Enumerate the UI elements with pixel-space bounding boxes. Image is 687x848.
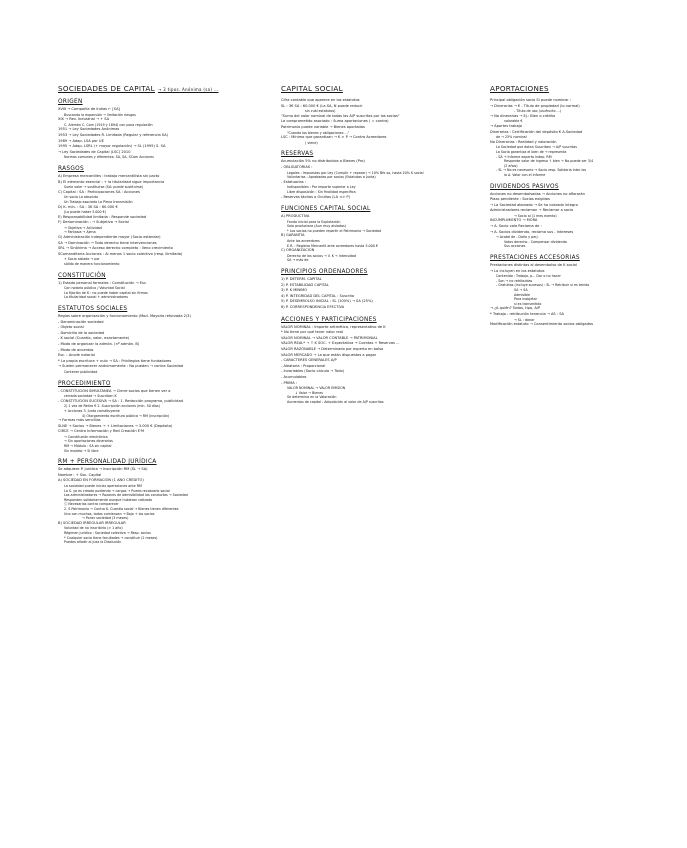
- note-line: → A. Socio vale Reclama de :: [490, 224, 542, 229]
- note-line: 6) P. CORRESPONDENCIA EFECTIVA: [281, 305, 345, 309]
- note-line: XVIII → Compañía de Indias ← [SA]: [58, 107, 120, 111]
- note-line: Solo productora (Aun muy aislados): [287, 224, 346, 229]
- note-line: La comprometido asociado : Suma aportaciones ( = contra): [281, 119, 389, 124]
- note-line: SL : 3€ SA : 60.000 € (La SA, N puede reducir: [281, 103, 363, 108]
- note-line: - OBLIGATORIAS :: [281, 164, 313, 169]
- note-line: Modificación estatuto → Consentimiento socios obligados: [490, 322, 593, 327]
- note-line: si es transmitido: [514, 301, 542, 306]
- section-prestaciones: [490, 263, 660, 328]
- section-heading-origen: ORIGEN: [58, 99, 83, 105]
- note-line: VALOR NOMINAL : Importe aritmético, representativo de K: [281, 324, 386, 329]
- note-line: - Domicilio de la sociedad: [58, 330, 105, 335]
- note-line: Acciones no desembolsadas → Acciones no aflorarán: [490, 191, 585, 196]
- note-line: - Son → no retribuidas: [496, 278, 533, 283]
- note-line: - CARACTERES GENERALES A/P: [281, 358, 337, 363]
- note-line: La Socia garantiza el bien de → representa: [496, 149, 567, 154]
- section-funciones: [281, 214, 467, 263]
- note-line: → No dinerarias → Ej.: Bien o crédito: [490, 113, 556, 118]
- note-line: Cifra contable que aparece en los estatutos: [281, 98, 360, 102]
- note-line: B) SOCIEDAD IRREGULAR IRREGULAR: [58, 520, 126, 525]
- note-line: Se determina en la Valoración: [287, 395, 337, 400]
- note-line: La S. ya es creada pudiendo → cargos → Puedo recobrarlo social: [64, 488, 170, 493]
- section-heading-rasgos: RASGOS: [58, 165, 84, 172]
- note-line: INCUMPLIMIENTO → MORA: [490, 218, 538, 223]
- column-right: [490, 84, 660, 328]
- section-estatutos: [58, 314, 283, 375]
- note-line: - CONSTITUCIÓN SIMULTÁNEA → Cierre socios que tienen ver a: [58, 388, 171, 393]
- note-line: SA → Dominación → Todo derecho tiene intervenciones: [58, 240, 157, 245]
- note-line: Prestaciones distintas al desembolso de K social: [490, 263, 577, 268]
- note-line: Plazo pendiente : Socios exigidos: [490, 197, 550, 202]
- section-heading-capital: CAPITAL SOCIAL: [281, 84, 343, 93]
- note-line: La titularidad social + administradores: [64, 295, 128, 300]
- section-principios: [281, 277, 467, 311]
- note-line: Ⓒ Necesarias contra comparecer: [64, 502, 119, 507]
- note-line: - Objeto social: [58, 325, 84, 330]
- note-line: Un Trabajo asociado La Plena transmisión: [64, 199, 133, 204]
- note-line: Un socio Lo absoluto: [64, 195, 99, 200]
- note-line: A) SOCIEDAD EN FORMACIÓN (1 AÑO CRÉDITO): [58, 478, 144, 483]
- note-line: Puedes añadir al juez la Disolución: [64, 540, 122, 545]
- note-line: C) ORGANIZACIÓN: [281, 248, 315, 253]
- column-middle: [281, 84, 467, 405]
- section-heading-dividendos: DIVIDENDOS PASIVOS: [490, 183, 559, 190]
- note-line: - Denominación sociedad: [58, 319, 104, 324]
- note-line: Voluntad de no inscribirla (> 1 año): [64, 526, 123, 531]
- section-origen: [58, 107, 283, 160]
- note-line: → Sin aportaciones dinerarias: [64, 439, 113, 444]
- note-line: → Acabó de - Daño y perj.: [496, 235, 539, 240]
- note-line: - CONSTITUCIÓN SUCESIVA → SA : 1. Redacción programa, publicidad: [58, 398, 183, 403]
- note-line: Normas comunes y diferentes: SA, SA, SCom Acciones: [64, 155, 154, 160]
- note-line: E.R. : Registro Mercantil ante acreedores hasta 3.000 €: [287, 243, 378, 248]
- note-line: A) PRODUCTIVA: [281, 214, 310, 219]
- note-line: A) Empresa mercantiles : trabajo mercantilista sin pacto: [58, 173, 160, 178]
- note-line: → Constitución electrónica: [64, 434, 108, 439]
- note-line: SLNE → Socios → Bienes → + Limitaciones → 3.000 € (Depósito): [58, 423, 173, 428]
- note-line: Dinerarias : Certificación del depósito € A.Sociedad: [490, 129, 583, 134]
- note-line: 2. S Patrimonio → Contra K. Cuantía social → Bienes tienen diferentes: [64, 507, 179, 511]
- note-line: Suele valer → sustituirse (SA: puede sustituirse): [64, 185, 144, 190]
- section-heading-principios: PRINCIPIOS ORDENADORES: [281, 269, 368, 276]
- note-line: Sin modelo → Si libre: [64, 448, 99, 453]
- note-line: VALOR RAZONABLE → Determinado por experto en bolsa: [281, 346, 384, 351]
- note-line: Aumentos de capital : Adquisición al valor de A/P suscritas: [287, 399, 384, 404]
- note-line: VALOR REAL* → ↑ K SOC. + Expectativa → Cuentas + Reservas ...: [281, 341, 400, 346]
- note-line: Votos derecho - Compensar dividendo: [504, 239, 567, 244]
- note-line: Buscando la expansión → limitación riesgos: [64, 112, 136, 117]
- note-line: Voluntarias : Aprobadas por socios (Estatutos a Junta): [287, 175, 376, 180]
- note-line: * La propia escritura + nulo → SA : Privilegios tiene fundadores: [58, 358, 172, 363]
- note-line: RM → Módulo : SA sin capital: [64, 444, 112, 449]
- note-line: VALOR NOMINAL → VALOR CONTABLE → PATRIMONIAL: [281, 335, 378, 340]
- note-line: 1989 → Adap. LSA por UE: [58, 138, 104, 143]
- note-line: CIRCE → Centro Información y Red Creación E'M: [58, 429, 145, 434]
- note-line: LSC : Mínimo que garantizan → K > P → Contra Acreedores: [281, 135, 387, 140]
- note-line: → Ley Sociedades de Capital (LSC) 2010: [58, 149, 131, 154]
- note-line: VALOR MERCADO → La que están dispuestos a pagar: [281, 352, 377, 357]
- note-line: (2 años): [504, 163, 518, 168]
- note-line: 5) P. DESEMBOLSO INICIAL : SL (100%) → SA (25%): [281, 299, 373, 304]
- note-line: Sus acciones: [504, 244, 526, 249]
- note-line: Administradores reclaman → Reclamar a socio: [490, 208, 574, 213]
- note-line: SA → SA: [514, 288, 528, 292]
- note-line: - K social (Cuantía, valor, exactamente): [58, 336, 130, 341]
- note-line: 1995 → Adap. LSRL (+ mayor regulación) → SL (1995) S. SA: [58, 144, 166, 149]
- note-line: - PRIMA :: [281, 380, 298, 385]
- note-line: SComanditaria Acciones : Al menos 1 socio colectivo (resp. ilimitada): [58, 251, 183, 256]
- note-line: D) K. mín. : SA : 3K SA : 60.000 €: [58, 204, 118, 209]
- title-note: → 3 tipos. Anónima (sa) ...: [157, 87, 219, 92]
- note-line: - Aleatoria : Proporcional: [281, 363, 326, 368]
- note-line: → Poner sociedad (3 meses): [82, 516, 129, 521]
- note-line: → Suelen permanecer anónimamente : No pueden → contra Sociedad: [58, 364, 184, 369]
- note-line: Nombre : + Soc. Capital: [58, 472, 102, 477]
- note-line: - Gratuitas (incluye sucesos) : SL → Retribuir si es tenido: [496, 283, 590, 288]
- note-line: - Título de uso (usufructo ...): [514, 109, 561, 114]
- note-line: Admisible: [514, 292, 531, 297]
- note-line: 1) P. DETERM. CAPITAL: [281, 277, 322, 282]
- note-line: B) El elemento esencial : + la titularidad sigue importancia: [58, 179, 165, 184]
- note-line: * Cualquier socio tiene facultades → constituir (2 meses): [64, 535, 158, 540]
- note-line: 4) P. INTEGRIDAD DEL CAPITAL : Suscrito: [281, 293, 355, 298]
- note-line: → La incluyen en los estatutos: [490, 268, 545, 273]
- section-dividendos: [490, 192, 660, 250]
- note-line: Derecho de los socios → V. K → Intensidad: [287, 253, 357, 258]
- note-line: + Socio aislado → por: [64, 257, 100, 262]
- section-heading-funciones: FUNCIONES CAPITAL SOCIAL: [281, 206, 371, 213]
- note-line: Uno con muchos, todos comienzan → Bajo + los socios: [64, 511, 155, 516]
- note-line: Régimen jurídico : Sociedad colectiva → Resp. socios: [64, 530, 151, 535]
- section-heading-rm: RM + PERSONALIDAD JURÍDICA: [58, 459, 157, 466]
- note-line: * Los socios no pueden repartir el Patrimonio → Sociedad: [287, 228, 382, 233]
- section-rasgos: [58, 174, 283, 267]
- note-line: 2) 1 vez de Retiro € 2. Suscripción acciones (min. 50 días): [64, 404, 160, 409]
- note-line: E) Responsabilidad limitada : Responde sociedad: [58, 214, 147, 219]
- section-heading-aportaciones: APORTACIONES: [490, 84, 549, 93]
- note-line: - Modo de organizar la admón. (nº admón. B): [58, 341, 140, 346]
- note-line: Patrimonio puede variable → Bienes aportados: [281, 124, 365, 129]
- note-line: Legales : Impuestas por Ley (Cumplir + reparar) → 10% Bfo so, hasta 20% K social: [287, 170, 424, 175]
- section-heading-prestaciones: PRESTACIONES ACCESORIAS: [490, 255, 580, 262]
- note-line: Se adquiere P. Jurídica → Inscripción RM (SL → SA): [58, 467, 148, 472]
- note-line: Responde valor de ingreso ↑ bien → No puede ser 3/4: [504, 159, 594, 164]
- note-line: Acumulación 5% no distribuidos a Bienes (Pro): [281, 159, 365, 164]
- note-line: 1) Estado personal formales : Constitución → Esc.: [58, 280, 147, 285]
- section-heading-acciones: ACCIONES Y PARTICIPACIONES: [281, 316, 377, 323]
- note-line: B) GARANTÍA: [281, 233, 305, 238]
- note-line: 4) Otorgamiento escritura pública → RM (inscripción): [82, 413, 170, 418]
- note-line: → Aportes trabajo: [490, 123, 522, 128]
- note-line: 1953 → Ley Sociedades R. Limitada (Regular y referencia SA): [58, 132, 169, 137]
- note-line: sin cuál estatutos): [305, 109, 336, 114]
- note-line: → La Sociedad abonado → Se ha cobrado íntegro: [490, 202, 578, 207]
- note-line: → Dinerarias → € - Título de propiedad (lo normal): [490, 103, 580, 108]
- section-heading-estatutos: ESTATUTOS SOCIALES: [58, 306, 128, 312]
- note-line: Esc. : Acude notarial: [58, 353, 95, 358]
- note-line: → Objetiva → Actividad: [64, 225, 102, 230]
- page-title: SOCIEDADES DE CAPITAL → 3 tipos. Anónima (sa) ...: [58, 84, 219, 93]
- note-line: 3) P. K MÍNIMO: [281, 288, 308, 293]
- note-line: Indisponibles : Por importe superior a Ley: [287, 185, 356, 190]
- section-heading-constitucion: CONSTITUCIÓN: [58, 272, 106, 279]
- note-line: La Sociedad que dotan Suscriben → A/P suscritas: [496, 145, 577, 150]
- note-line: Contenido : Trabajo, p... Dar o no hacer: [496, 274, 561, 279]
- section-rm: [58, 467, 283, 545]
- note-line: F) Denominación : → Subjetiva → Social: [58, 220, 129, 225]
- section-procedimiento: [58, 389, 283, 454]
- note-line: SRL → Sinónima → Acceso derecho completo : lleno crecimiento: [58, 246, 173, 251]
- note-line: C) Capital : SA : Participaciones SA : Acciones: [58, 189, 140, 194]
- note-line: valorable €: [504, 119, 523, 124]
- note-line: SA → más de: [287, 258, 309, 263]
- note-line: - Estatuarias :: [281, 179, 306, 184]
- note-line: → Formas más sencillas: [58, 418, 101, 423]
- note-line: - Reservas tácitas o Ocultas (LA <> P): [281, 194, 350, 199]
- note-line: "Cuando los bienes y obligaciones ...": [287, 130, 350, 135]
- section-reservas: [281, 159, 467, 200]
- note-line: - Invariables (Socio calcula → Todo): [281, 369, 345, 374]
- note-line: C. Alemán C. Com (1919 y 1894) con poca regulación: [64, 122, 153, 127]
- note-line: G) Administración independiente mayor (Socio estándar): [58, 235, 161, 240]
- note-line: Fondo inicial para la Explotación: [287, 219, 341, 224]
- note-line: cerrada sociedad → Suscriben K: [64, 394, 117, 399]
- note-line: Reglas sobre organización y funcionamiento (Mod. Mayoría reforzada 2/3): [58, 314, 191, 318]
- note-line: la A. Valor con el informe: [504, 172, 546, 177]
- note-line: * No tiene por qué tener valor real: [281, 330, 343, 335]
- note-line: de → 25% nominal: [496, 135, 527, 140]
- note-line: (Lo puede haber 3.000 €): [64, 210, 107, 215]
- note-line: sólido de manera funcionamiento: [64, 262, 120, 267]
- note-line: → Socio al (1 mes exento): [514, 213, 557, 218]
- section-aportaciones: [490, 98, 660, 178]
- note-line: 1951 → Ley Sociedades Anónimas: [58, 127, 120, 132]
- section-heading-procedimiento: PROCEDIMIENTO: [58, 380, 111, 387]
- note-line: - SL → No es necesario → Socio resp. Solidaria inter los: [496, 168, 587, 173]
- note-line: ( viene): [305, 140, 318, 145]
- note-line: XIX → Rev. Industrial → + SA: [58, 117, 110, 122]
- section-heading-reservas: RESERVAS: [281, 151, 314, 158]
- note-line: Libre disposición : Sin finalidad específica: [287, 189, 356, 194]
- note-line: "Suma del valor nominal de todas las A/P suscritas por los socios": [281, 113, 400, 118]
- note-line: * Trabajo : retribución tenencia → AS : SA: [490, 311, 565, 316]
- note-line: 2) P. ESTABILIDAD CAPITAL: [281, 282, 329, 287]
- note-line: No Dinerarias : Realidad y valoración: [490, 139, 557, 144]
- note-line: - Modo de acuerdos: [58, 347, 94, 352]
- note-line: Responden solidariamente aunque hubieran cotizado: [64, 497, 153, 502]
- note-line: Ante los acreedores: [287, 239, 320, 244]
- note-line: → Fantasía → Ajena: [64, 230, 96, 235]
- note-line: Principal obligación socio Si puede nombrar :: [490, 98, 571, 102]
- note-line: La fijación de K : no puede haber capital sin firmas: [64, 290, 148, 295]
- note-line: Los administradores → Rozones de admisibilidad las conductas → Sociedad: [64, 493, 188, 498]
- note-line: → A. Socios dividendo, reclama sus - Intereses: [490, 229, 574, 234]
- note-line: + Acciones 3. Junta constituyente: [64, 408, 120, 413]
- note-line: Contener publicidad: [64, 369, 98, 374]
- note-line: → SL : donar: [514, 317, 535, 322]
- section-constitucion: [58, 281, 283, 300]
- note-line: VALOR NOMINAL → VALOR EMISIÓN: [287, 386, 346, 391]
- section-capital: [281, 98, 467, 145]
- note-line: La sociedad puede iniciar operaciones ante RM: [64, 484, 142, 489]
- note-line: - Acumulables: [281, 374, 307, 379]
- note-line: - SA → Informe experto indep. RM: [496, 154, 552, 159]
- column-left: [58, 84, 283, 545]
- note-line: → ¿A quién? Todos, tipo, A/P: [490, 306, 541, 311]
- note-line: ↓ Valor → Bienes: [295, 390, 324, 395]
- note-line: Con notario público / Voluntad Social: [64, 286, 125, 291]
- section-acciones: [281, 325, 467, 405]
- note-line: Para inobjetar: [514, 297, 538, 302]
